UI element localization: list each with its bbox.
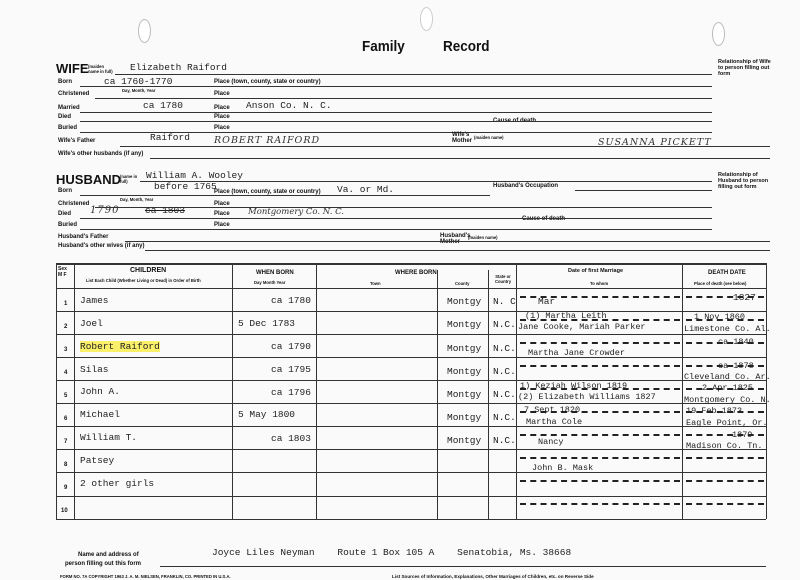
footer-sources-note: List Sources of Information, Explanations, Other Marriages of Children, etc. on Reverse Side [392, 574, 594, 579]
punch-hole-left [138, 19, 151, 43]
where-born-header: WHERE BORN [395, 270, 437, 276]
child-death-line1: 1 Nov 1860 [694, 312, 746, 322]
wife-mother-label: Wife's Mother [452, 132, 472, 144]
marriage-header: Date of first Marriage [568, 268, 624, 274]
footer-label-line2: person filling out this form [65, 561, 141, 567]
row-number: 10 [61, 508, 68, 514]
form-title-family: Family [362, 38, 405, 55]
child-marriage-line2: Martha Cole [526, 417, 583, 427]
wife-christened-place-label: Place [214, 91, 230, 97]
husband-born-label: Born [58, 188, 72, 194]
child-county: Montgy [447, 296, 482, 307]
wife-father-label: Wife's Father [58, 138, 96, 144]
when-born-header: WHEN BORN [256, 270, 294, 276]
child-county: Montgy [447, 412, 482, 423]
county-header: County [455, 281, 470, 286]
child-marriage-line2: Jane Cooke, Mariah Parker [518, 322, 646, 332]
child-death-line2: Madison Co. Tn. [686, 441, 763, 451]
to-whom-header: To whom [590, 281, 609, 286]
wife-father-handwritten: ROBERT RAIFORD [214, 135, 321, 146]
wife-father-typed: Raiford [150, 132, 190, 143]
child-marriage-line2: (2) Elizabeth Williams 1827 [518, 392, 656, 402]
husband-died-place: Montgomery Co. N. C. [248, 207, 345, 217]
side-note-wife: Relationship of Wife to person filling out form [718, 59, 771, 77]
child-death-line2: Montgomery Co. N. [684, 395, 771, 405]
child-death-line2: Eagle Point, Or. [686, 418, 768, 428]
husband-born-date: before 1765 [154, 181, 217, 192]
husband-buried-label: Buried [58, 222, 78, 228]
child-name: James [80, 295, 109, 306]
sex-header: Sex M F [58, 266, 67, 278]
child-name: Joel [80, 318, 103, 329]
child-marriage-line1: 1) Keziah Wilson 1819 [520, 381, 628, 391]
wife-born-label: Born [58, 79, 72, 85]
husband-name-hint: (name in full) [120, 174, 138, 184]
child-state: N.C. [493, 389, 516, 400]
punch-hole-right [712, 22, 725, 46]
husband-cause-label: Cause of death [522, 216, 566, 222]
wife-married-place: Anson Co. N. C. [246, 100, 332, 111]
row-number: 7 [64, 439, 68, 445]
husband-father-label: Husband's Father [58, 234, 109, 240]
child-county: Montgy [447, 343, 482, 354]
wife-died-label: Died [58, 114, 72, 120]
child-name: Michael [80, 409, 120, 420]
wife-born-place-hint: Place (town, county, state or country) [214, 79, 321, 85]
husband-occupation-label: Husband's Occupation [493, 183, 559, 189]
husband-born-place-hint: Place (town, county, state or country) [214, 189, 321, 195]
children-header: CHILDREN [130, 267, 167, 274]
child-county: Montgy [447, 319, 482, 330]
footer-copyright: FORM NO. 7A COPYRIGHT 1963 J. A. M. NIELSEN, FRANKLIN, CO. PRINTED IN U.S.A. [60, 574, 231, 579]
child-born: ca 1790 [271, 341, 311, 352]
side-note-husband: Relationship of Husband to person filling out form [718, 172, 769, 190]
wife-cause-label: Cause of death [493, 118, 537, 124]
husband-christened-label: Christened [58, 201, 90, 207]
child-county: Montgy [447, 389, 482, 400]
child-marriage-line2: Nancy [538, 437, 564, 447]
husband-buried-place-label: Place [214, 222, 230, 228]
child-state: N.C. [493, 343, 516, 354]
state-header: State or Country [494, 274, 512, 284]
husband-born-place: Va. or Md. [337, 184, 395, 195]
child-name: William T. [80, 432, 138, 443]
child-death-line1: 2 Apr 1825 [702, 383, 754, 393]
wife-christened-label: Christened [58, 91, 90, 97]
child-state: N. C [493, 296, 516, 307]
child-county: Montgy [447, 366, 482, 377]
husband-name: William A. Wooley [146, 170, 243, 181]
form-title-record: Record [443, 38, 490, 55]
child-born: ca 1796 [271, 387, 311, 398]
husband-died-label: Died [58, 211, 72, 217]
wife-mother-handwritten: SUSANNA PICKETT [598, 137, 712, 148]
child-name: Silas [80, 364, 109, 375]
death-subheader: Place of death (see below) [694, 281, 747, 286]
row-number: 4 [64, 370, 68, 376]
husband-other-wives-label: Husband's other wives (if any) [58, 243, 145, 249]
child-born: ca 1795 [271, 364, 311, 375]
footer-label-line1: Name and address of [78, 552, 139, 558]
child-born: ca 1780 [271, 295, 311, 306]
wife-buried-place-label: Place [214, 125, 230, 131]
child-born: ca 1803 [271, 433, 311, 444]
wife-born-date: ca 1760-1770 [104, 76, 173, 87]
wife-married-label: Married [58, 105, 80, 111]
death-header: DEATH DATE [708, 270, 746, 276]
wife-married-date: ca 1780 [143, 100, 183, 111]
row-number: 5 [64, 393, 68, 399]
footer-preparer: Joyce Liles Neyman Route 1 Box 105 A Senatobia, Ms. 38668 [212, 547, 572, 558]
row-number: 9 [64, 485, 68, 491]
wife-other-husbands-label: Wife's other husbands (if any) [58, 151, 144, 157]
wife-married-place-label: Place [214, 105, 230, 111]
wife-date-hint: Day, Month, Year [122, 88, 156, 93]
child-name: 2 other girls [80, 478, 155, 489]
wife-mother-hint: (maiden name) [474, 135, 504, 140]
child-death-line1: 19 Feb 1873 [686, 406, 743, 416]
husband-date-hint: Day, Month, Year [120, 197, 154, 202]
child-county: Montgy [447, 435, 482, 446]
child-state: N.C. [493, 412, 516, 423]
punch-hole-center [420, 7, 433, 31]
wife-died-place-label: Place [214, 114, 230, 120]
row-number: 8 [64, 462, 68, 468]
husband-mother-hint: (maiden name) [468, 235, 498, 240]
wife-buried-label: Buried [58, 125, 78, 131]
child-death-line1: 1827 [733, 292, 756, 303]
child-death-line1: 1879 [732, 430, 753, 440]
child-death-line1: ca 1840 [718, 337, 754, 347]
husband-died-place-label: Place [214, 211, 230, 217]
child-marriage-line2: Martha Jane Crowder [528, 348, 625, 358]
row-number: 2 [64, 324, 68, 330]
wife-label: WIFE [56, 61, 89, 76]
husband-died-date-struck: ca 1803 [145, 205, 185, 216]
row-number: 1 [64, 301, 68, 307]
child-name-highlighted: Robert Raiford [80, 341, 160, 352]
husband-christened-place-label: Place [214, 201, 230, 207]
row-number: 3 [64, 347, 68, 353]
child-born: 5 May 1800 [238, 409, 296, 420]
child-death-line2: Limestone Co. Al. [684, 324, 771, 334]
child-state: N.C. [493, 366, 516, 377]
row-number: 6 [64, 416, 68, 422]
when-born-subheader: Day Month Year [254, 280, 286, 285]
wife-name: Elizabeth Raiford [130, 62, 227, 73]
child-marriage-line1: Mar [538, 296, 556, 307]
child-marriage-line1: (1) Martha Leith [525, 311, 607, 321]
husband-mother-label: Husband's Mother [440, 233, 471, 245]
child-name: Patsey [80, 455, 115, 466]
child-marriage-line1: 7 Sept 1820 [524, 405, 581, 415]
town-header: Town [370, 281, 381, 286]
child-state: N.C. [493, 435, 516, 446]
child-name: John A. [80, 386, 120, 397]
children-subheader: List Each Child (Whether Living or Dead) in Order of Birth [86, 278, 201, 283]
child-death-line2: Cleveland Co. Ar. [684, 372, 771, 382]
child-marriage-line2: John B. Mask [532, 463, 594, 473]
child-death-line1: ca 1878 [718, 361, 754, 371]
husband-died-date-handwritten: 1790 [90, 205, 120, 216]
husband-label: HUSBAND [56, 172, 121, 187]
child-state: N.C. [493, 319, 516, 330]
child-born: 5 Dec 1783 [238, 318, 296, 329]
wife-name-hint: (maiden name in full) [88, 64, 113, 74]
